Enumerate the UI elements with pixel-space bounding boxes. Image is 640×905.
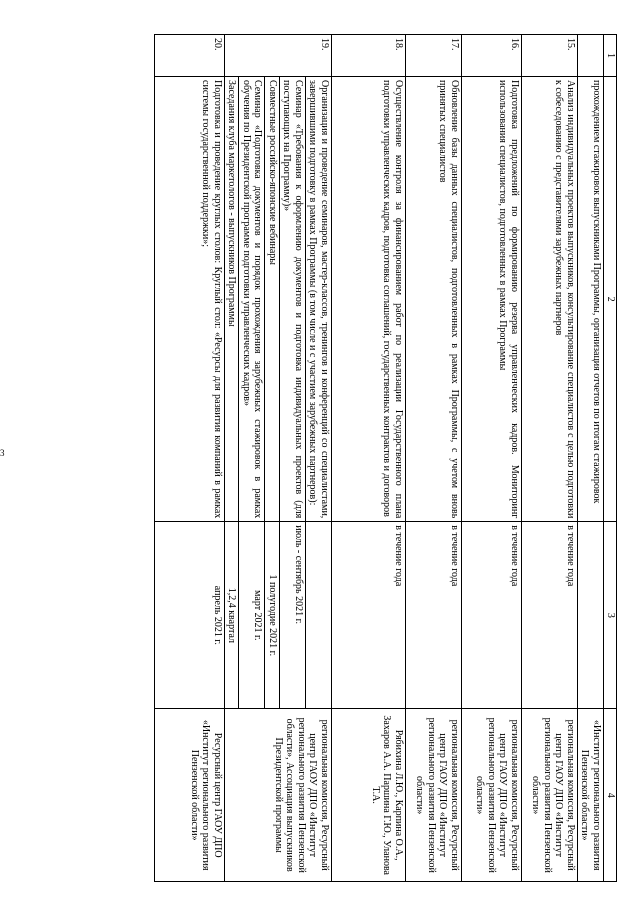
row-activity: Подготовка предложений по формированию резерва управленческих кадров. Мониторинг использования специалистов, подготовленных в рамках Программы: [462, 77, 522, 522]
row-period: в течение года: [462, 522, 522, 709]
sub-period: 1,2,4 квартал: [225, 522, 240, 709]
header-col-2: 2: [604, 77, 617, 522]
row-responsible: региональная комиссия, Ресурсный центр ГАОУ ДПО «Институт регионального развития Пензенской области»: [406, 709, 462, 882]
row-responsible: Ресурсный центр ГАОУ ДПО «Институт регионального развития Пензенской области»: [155, 709, 225, 882]
row-period: [306, 522, 332, 709]
sub-period: 1 полугодие 2021 г.: [265, 522, 280, 709]
sub-period: март 2021 г.: [239, 522, 265, 709]
row-responsible: региональная комиссия, Ресурсный центр ГАОУ ДПО «Институт регионального развития Пензенской области»: [462, 709, 522, 882]
table-row: [522, 35, 578, 882]
row-activity: прохождением стажировок выпускниками Программы, организация отчетов по итогам стажировок: [578, 77, 604, 522]
row-activity: Подготовка и проведение круглых столов: Круглый стол: «Ресурсы для развития компаний в рамках системы государственной поддержки»;: [155, 77, 225, 522]
row-number: [578, 35, 604, 77]
row-activity: Анализ индивидуальных проектов выпускников, консультирование специалистов с целью подготовки к собеседованию с представителями зарубежных партнеров: [522, 77, 578, 522]
row-responsible: региональная комиссия, Ресурсный центр ГАОУ ДПО «Институт регионального развития Пензенской области»: [522, 709, 578, 882]
row-number: 16.: [462, 35, 522, 77]
row-activity: Организация и проведение семинаров, мастер-классов, тренингов и конференций со специалистами, завершившими подготовку в рамках Программы (в том числе и с участием зарубежных партнеров):: [306, 77, 332, 522]
row-number: 19.: [225, 35, 332, 77]
sub-activity: Семинар «Подготовка документов и порядок прохождения зарубежных стажировок в рамках обучения по Президентской программе подготовки управленческих кадров»: [239, 77, 265, 522]
row-responsible: «Институт регионального развития Пензенской области»: [578, 709, 604, 882]
row-responsible: Рябихина Л.Ю., Карпина О.А., Захаров А.А. Паршина Г.Ю., Уланова Т.А.: [332, 709, 406, 882]
row-number: 20.: [155, 35, 225, 77]
plan-table: [154, 34, 617, 882]
table-row: [306, 35, 332, 882]
table-row: [332, 35, 406, 882]
row-number: 18.: [332, 35, 406, 77]
table-row: [155, 35, 225, 882]
row-responsible: региональная комиссия, Ресурсный центр ГАОУ ДПО «Институт регионального развития Пензенской области», Ассоциация выпускников Президентской программы: [225, 709, 332, 882]
header-col-1: 1: [604, 35, 617, 77]
row-period: в течение года: [332, 522, 406, 709]
row-period: апрель 2021 г.: [155, 522, 225, 709]
row-number: 17.: [406, 35, 462, 77]
page-number: 3: [0, 448, 5, 458]
header-col-3: 3: [604, 522, 617, 709]
row-period: в течение года: [406, 522, 462, 709]
row-activity: Осуществление контроля за финансированием работ по реализации Государственного плана подготовки управленческих кадров, подготовка соглашений, государственных контрактов и договоров: [332, 77, 406, 522]
table-header-row: [604, 35, 617, 882]
table-row: [406, 35, 462, 882]
header-col-4: 4: [604, 709, 617, 882]
rotated-table-container: [77, 34, 617, 882]
sub-activity: Совместные российско-японские вебинары: [265, 77, 280, 522]
table-row: [578, 35, 604, 882]
sub-activity: Семинар «Требования к оформлению документов и подготовка индивидуальных проектов (для поступающих на Программу)»: [280, 77, 306, 522]
row-period: в течение года: [522, 522, 578, 709]
table-row: [462, 35, 522, 882]
sub-period: июль - сентябрь 2021 г.: [280, 522, 306, 709]
row-number: 15.: [522, 35, 578, 77]
row-activity: Обновление базы данных специалистов, подготовленных в рамках Программы, с учетом вновь принятых специалистов: [406, 77, 462, 522]
row-period: [578, 522, 604, 709]
sub-activity: Заседания клуба маркетологов - выпускников Программы: [225, 77, 240, 522]
